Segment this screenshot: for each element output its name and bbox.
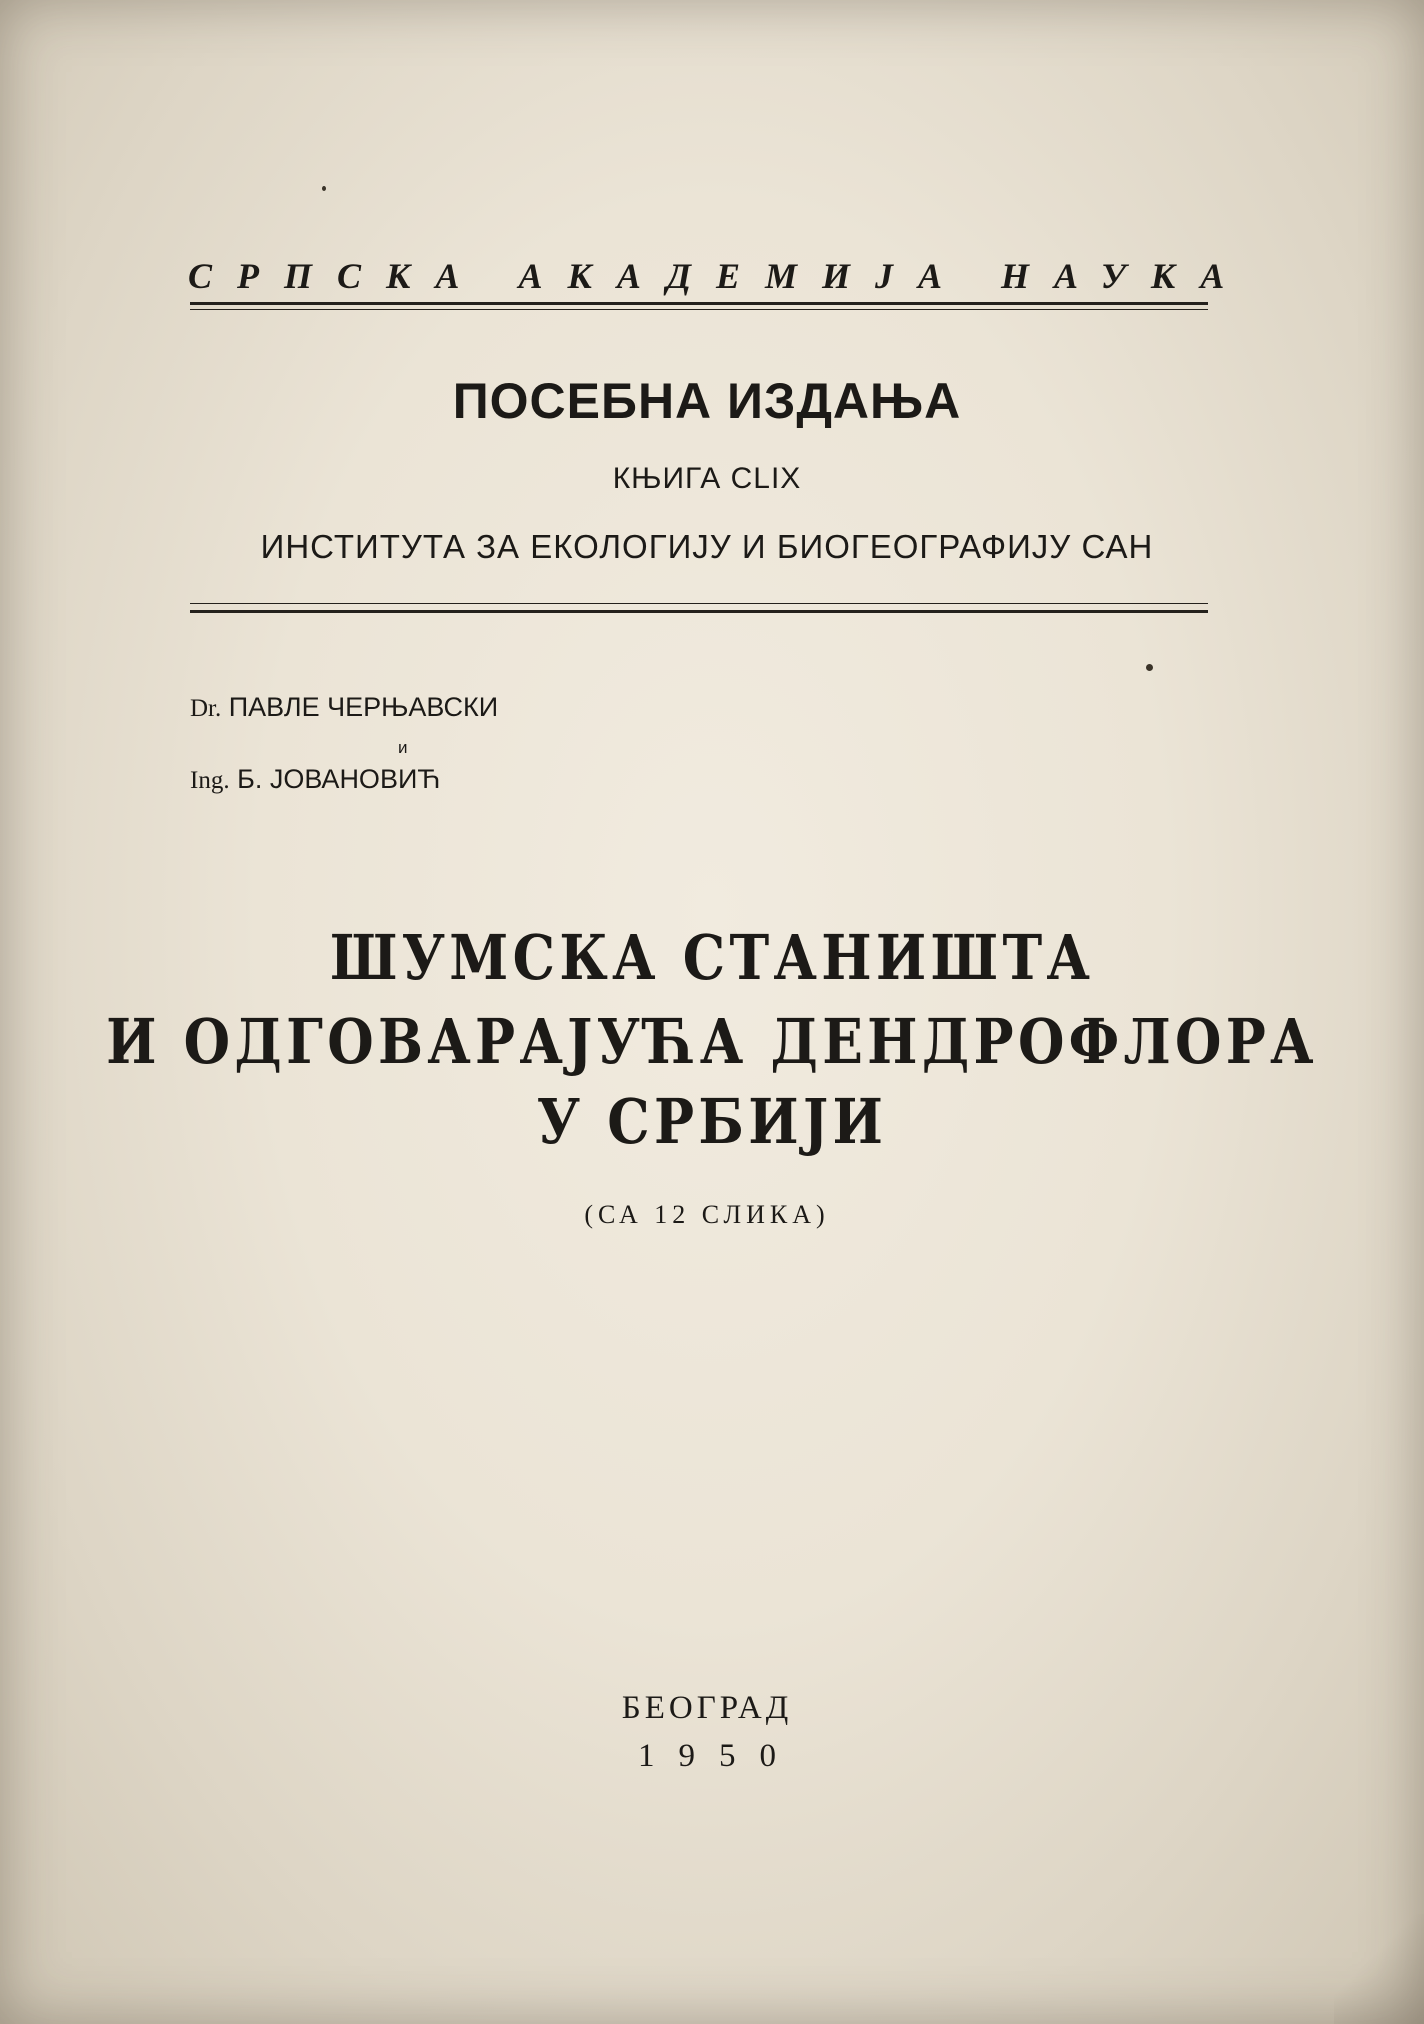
publisher-name: СРПСКА АКАДЕМИЈА НАУКА (188, 256, 1250, 296)
book-number: КЊИГА CLIX (612, 462, 802, 495)
institute-name: ИНСТИТУТА ЗА ЕКОЛОГИЈУ И БИОГЕОГРАФИЈУ САН (260, 528, 1154, 565)
paper-speck (1146, 664, 1153, 671)
author-2 (190, 764, 440, 795)
publisher-rule-lower (190, 309, 1208, 310)
author-2-name: Б. ЈОВАНОВИЋ (237, 764, 441, 794)
series-title: ПОСЕБНА ИЗДАЊА (452, 373, 962, 429)
book-title-line-3: У СРБИЈИ (536, 1085, 888, 1158)
series-rule-upper (190, 603, 1208, 604)
publisher-rule-upper (190, 302, 1208, 305)
authors-conjunction: и (398, 738, 408, 757)
imprint-city: БЕОГРАД (621, 1690, 793, 1726)
imprint-year: 1950 (638, 1738, 800, 1774)
series-rule-lower (190, 610, 1208, 613)
book-title-line-1: ШУМСКА СТАНИШТА (329, 921, 1095, 994)
figures-note: (СА 12 СЛИКА) (584, 1200, 830, 1229)
author-1-prefix: Dr. (190, 695, 222, 722)
book-title-line-2: И ОДГОВАРАЈУЋА ДЕНДРОФЛОРА (106, 1005, 1318, 1078)
author-1 (190, 692, 498, 723)
author-2-prefix: Ing. (190, 767, 230, 794)
author-1-name: ПАВЛЕ ЧЕРЊАВСКИ (228, 692, 499, 722)
paper-speck (322, 186, 326, 191)
cover-corner-wear (1334, 1914, 1424, 2024)
